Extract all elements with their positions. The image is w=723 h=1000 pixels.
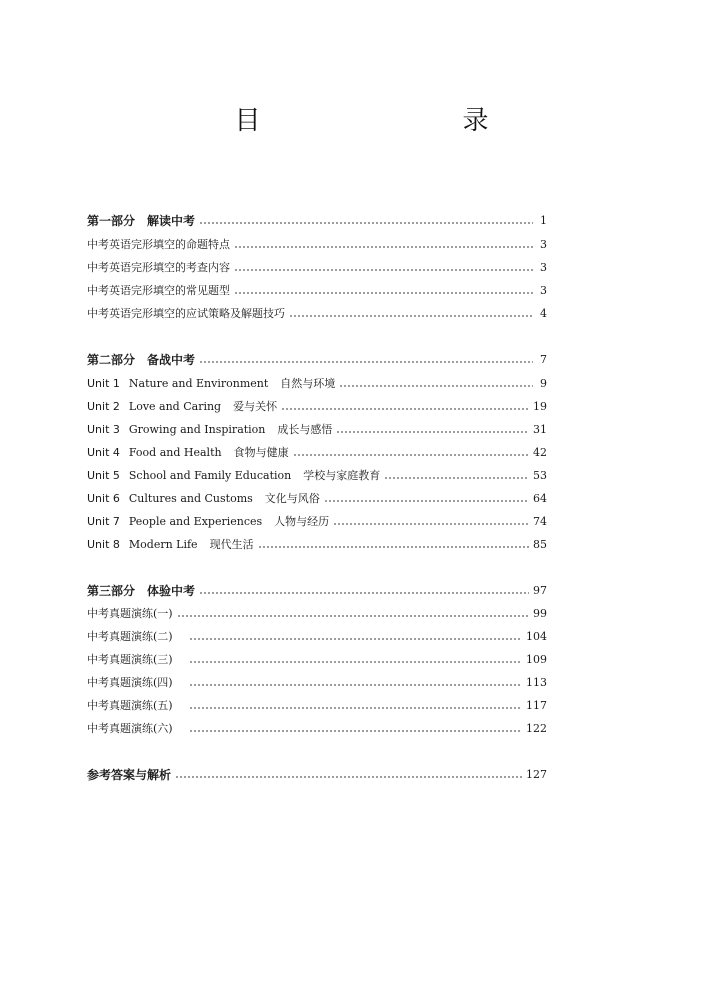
unit-title-cn: 人物与经历	[274, 515, 330, 528]
dot-leader	[199, 354, 533, 364]
toc-item[interactable]	[87, 603, 547, 621]
toc-item[interactable]	[87, 626, 547, 644]
unit-code: Unit 4	[87, 446, 120, 459]
section-title: 第三部分 体验中考	[87, 584, 196, 598]
dot-leader	[289, 308, 533, 318]
dot-leader	[384, 470, 529, 480]
unit-code: Unit 6	[87, 492, 120, 505]
unit-title-cn: 文化与风俗	[264, 492, 320, 505]
dot-leader	[177, 608, 529, 618]
dot-leader	[324, 493, 529, 503]
toc-item[interactable]	[87, 280, 547, 298]
toc-item[interactable]	[87, 234, 547, 252]
dot-leader	[234, 239, 533, 249]
dot-leader	[281, 401, 529, 411]
page-number: 53	[533, 469, 547, 482]
toc-item[interactable]	[87, 695, 547, 713]
item-title: 中考真题演练(四)	[87, 676, 173, 689]
toc-unit-7[interactable]	[87, 511, 547, 529]
unit-title-cn: 食物与健康	[233, 446, 289, 459]
dot-leader	[189, 723, 522, 733]
toc-section-2[interactable]	[87, 349, 547, 367]
toc-unit-2[interactable]	[87, 396, 547, 414]
dot-leader	[234, 285, 533, 295]
dot-leader	[189, 677, 522, 687]
toc-item[interactable]	[87, 672, 547, 690]
dot-leader	[199, 585, 529, 595]
dot-leader	[293, 447, 529, 457]
dot-leader	[258, 539, 529, 549]
toc-unit-1[interactable]	[87, 373, 547, 391]
page-number: 127	[526, 768, 547, 781]
item-title: 中考真题演练(五)	[87, 699, 173, 712]
dot-leader	[189, 654, 522, 664]
unit-title-en: Modern Life	[128, 538, 198, 551]
toc-section-1[interactable]	[87, 210, 547, 228]
unit-code: Unit 5	[87, 469, 120, 482]
page-number: 109	[526, 653, 547, 666]
toc-item[interactable]	[87, 718, 547, 736]
unit-code: Unit 2	[87, 400, 120, 413]
page-number: 7	[540, 353, 547, 366]
page-number: 19	[533, 400, 547, 413]
unit-title-en: Food and Health	[128, 446, 222, 459]
section-title: 参考答案与解析	[87, 768, 172, 782]
page-number: 3	[540, 284, 547, 297]
toc-item[interactable]	[87, 649, 547, 667]
dot-leader	[234, 262, 533, 272]
unit-code: Unit 1	[87, 377, 120, 390]
item-title: 中考英语完形填空的考查内容	[87, 261, 230, 274]
unit-title-en: School and Family Education	[128, 469, 292, 482]
item-title: 中考真题演练(二)	[87, 630, 173, 643]
page-number: 9	[540, 377, 547, 390]
dot-leader	[336, 424, 529, 434]
toc-section-answers[interactable]	[87, 764, 547, 782]
toc-unit-6[interactable]	[87, 488, 547, 506]
page-number: 3	[540, 261, 547, 274]
page-number: 113	[526, 676, 547, 689]
item-title: 中考真题演练(一)	[87, 607, 173, 620]
dot-leader	[333, 516, 529, 526]
item-title: 中考英语完形填空的常见题型	[87, 284, 230, 297]
page-number: 1	[540, 214, 547, 227]
toc-unit-4[interactable]	[87, 442, 547, 460]
unit-code: Unit 7	[87, 515, 120, 528]
section-title: 第一部分 解读中考	[87, 214, 196, 228]
page-number: 99	[533, 607, 547, 620]
item-title: 中考真题演练(三)	[87, 653, 173, 666]
dot-leader	[339, 378, 533, 388]
dot-leader	[189, 631, 522, 641]
page-number: 4	[540, 307, 547, 320]
unit-title-cn: 爱与关怀	[233, 400, 278, 413]
unit-title-en: Nature and Environment	[128, 377, 269, 390]
unit-title-en: Cultures and Customs	[128, 492, 253, 505]
page-number: 74	[533, 515, 547, 528]
page-number: 42	[533, 446, 547, 459]
unit-title-en: People and Experiences	[128, 515, 263, 528]
dot-leader	[189, 700, 522, 710]
page-number: 117	[526, 699, 547, 712]
toc-section-3[interactable]	[87, 580, 547, 598]
unit-code: Unit 8	[87, 538, 120, 551]
item-title: 中考英语完形填空的命题特点	[87, 238, 230, 251]
page-number: 104	[526, 630, 547, 643]
toc-unit-8[interactable]	[87, 534, 547, 552]
page-title: 目 录	[234, 106, 539, 136]
page-number: 85	[533, 538, 547, 551]
unit-title-cn: 现代生活	[209, 538, 254, 551]
page-number: 122	[526, 722, 547, 735]
item-title: 中考真题演练(六)	[87, 722, 173, 735]
toc-unit-5[interactable]	[87, 465, 547, 483]
unit-title-en: Growing and Inspiration	[128, 423, 266, 436]
page-number: 3	[540, 238, 547, 251]
dot-leader	[175, 769, 522, 779]
unit-title-cn: 成长与感悟	[277, 423, 333, 436]
section-title: 第二部分 备战中考	[87, 353, 196, 367]
unit-title-cn: 学校与家庭教育	[303, 469, 381, 482]
unit-title-cn: 自然与环境	[280, 377, 336, 390]
page-number: 97	[533, 584, 547, 597]
dot-leader	[199, 215, 533, 225]
toc-item[interactable]	[87, 257, 547, 275]
item-title: 中考英语完形填空的应试策略及解题技巧	[87, 307, 285, 320]
page-number: 31	[533, 423, 547, 436]
unit-code: Unit 3	[87, 423, 120, 436]
toc-item[interactable]	[87, 303, 547, 321]
unit-title-en: Love and Caring	[128, 400, 222, 413]
page-number: 64	[533, 492, 547, 505]
toc-unit-3[interactable]	[87, 419, 547, 437]
